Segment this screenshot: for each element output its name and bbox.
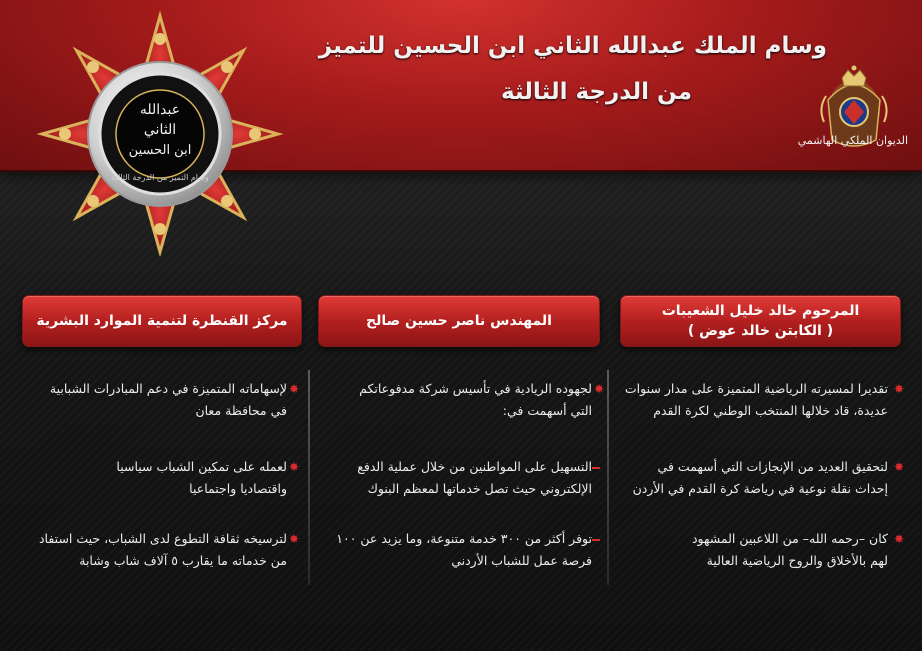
list-item: لتحقيق العديد من الإنجازات التي أسهمت في إحداث نقلة نوعية في رياضة كرة القدم في الأردن [632,459,888,496]
star-bullet-icon: ✸ [894,382,905,396]
medal-ring-text: وسام التميز من الدرجة الثالثة [111,173,209,182]
list-item: تقديرا لمسيرته الرياضية المتميزة على مدار سنوات عديدة، قاد خلالها المنتخب الوطني لكرة القدم [624,381,888,418]
header-line-2: ( الكابتن خالد عوض ) [687,323,834,339]
header-line-1: المرحوم خالد خليل الشعيبات [661,303,860,319]
dash-bullet-icon [592,539,600,541]
royal-court-emblem-icon [814,60,894,165]
header-line-1: المهندس ناصر حسين صالح [366,313,552,329]
page-subtitle: من الدرجة الثالثة [500,79,692,105]
star-bullet-icon: ✸ [289,382,300,396]
header-line-1: مركز القنطرة لتنمية الموارد البشرية [36,313,288,329]
header-khaled-shuaibat [620,295,901,347]
column-divider [308,370,310,585]
header-qantara-center [22,295,302,347]
star-bullet-icon: ✸ [289,532,300,546]
list-item: التسهيل على المواطنين من خلال عملية الدفع الإلكتروني حيث تصل خدماتها لمعظم البنوك [357,459,592,496]
medal-inscription-1: عبدالله [139,102,181,118]
medal-star-icon [35,6,285,256]
emblem-caption: الديوان الملكي الهاشمي [797,134,908,147]
dash-bullet-icon [592,467,600,469]
star-bullet-icon: ✸ [289,460,300,474]
star-bullet-icon: ✸ [594,382,605,396]
medal-inscription-3: ابن الحسين [128,143,192,158]
list-item: لإسهاماته المتميزة في دعم المبادرات الشبابية في محافظة معان [49,381,287,418]
list-item: لترسيخه ثقافة التطوع لدى الشباب، حيث استفاد من خدماته ما يقارب ٥ آلاف شاب وشابة [38,531,287,568]
list-item: كان –رحمه الله– من اللاعبين المشهود لهم بالأخلاق والروح الرياضية العالية [691,531,888,568]
column-divider [607,370,609,585]
star-bullet-icon: ✸ [894,532,905,546]
star-bullet-icon: ✸ [894,460,905,474]
list-item: لجهوده الريادية في تأسيس شركة مدفوعاتكم التي أسهمت في: [359,381,592,418]
list-item: لعمله على تمكين الشباب سياسيا واقتصاديا واجتماعيا [116,459,287,496]
medal-inscription-2: الثاني [143,122,177,138]
header-nasser-saleh [318,295,600,347]
list-item: توفر أكثر من ٣٠٠ خدمة متنوعة، وما يزيد عن ١٠٠ فرصة عمل للشباب الأردني [336,531,592,568]
page-title: وسام الملك عبدالله الثاني ابن الحسين للتميز [318,33,827,59]
